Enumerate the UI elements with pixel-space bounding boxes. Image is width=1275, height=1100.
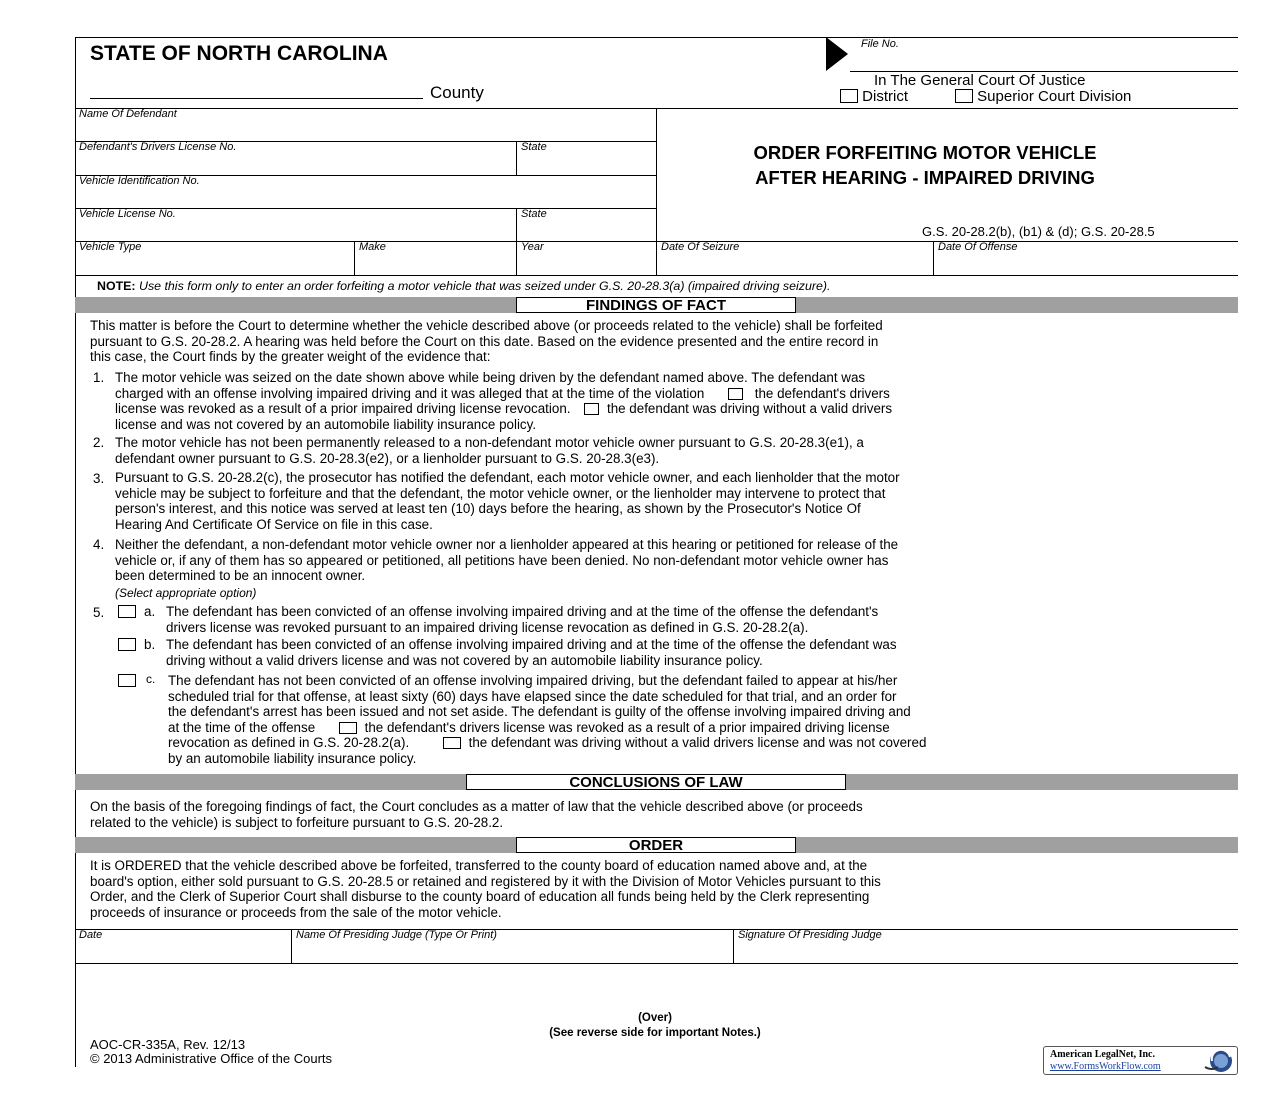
over-note: (Over) [638,1012,672,1024]
option-c-license-revoked-checkbox[interactable] [339,722,357,734]
court-name: In The General Court Of Justice [874,72,1086,89]
seizure-date-field[interactable]: Date Of Seizure [661,241,740,253]
findings-bar [75,297,1238,313]
option-c-label: c. [146,672,156,686]
plate-no-field[interactable]: Vehicle License No. [79,208,176,220]
finding-1: The motor vehicle was seized on the date shown above while being driven by the defendant named above. The defendant was charged with an offense involving impaired driving and it was alleged that at the time of the violation the defendant's drivers license was revoked as a result of a prior impaired driving license revocation. the defendant was driving without a valid drivers license and was not covered by an automobile liability insurance policy. [115,370,893,432]
finding-4: Neither the defendant, a non-defendant motor vehicle owner nor a lienholder appeared at this hearing or petitioned for release of the vehicle or, if any of them has so appeared or petitioned, all petitions have been denied. No non-defendant motor vehicle owner has been determined to be an innocent owner. [115,537,899,583]
order-bar [75,837,1238,853]
form-title-line2: AFTER HEARING - IMPAIRED DRIVING [755,167,1095,188]
conclusions-heading: CONCLUSIONS OF LAW [466,774,846,790]
reverse-note: (See reverse side for important Notes.) [549,1027,761,1039]
item1-number: 1. [93,370,105,385]
option-b-text: The defendant has been convicted of an offense involving impaired driving and at the time of the offense the defendant was driving without a valid drivers license and was not covered by an automobile liability insurance policy. [166,637,897,668]
county-label: County [430,83,484,102]
note-text: Use this form only to enter an order forfeiting a motor vehicle that was seized under G.S. 20-28.3(a) (impaired driving seizure). [139,279,831,293]
superior-option[interactable] [955,88,1131,105]
form-title [656,140,1194,190]
conclusions-bar [75,774,1238,790]
copyright: © 2013 Administrative Office of the Courts [90,1051,333,1066]
form-title-line1: ORDER FORFEITING MOTOR VEHICLE [753,142,1097,163]
judge-name-field[interactable]: Name Of Presiding Judge (Type Or Print) [296,929,497,941]
license-no-field[interactable]: Defendant's Drivers License No. [79,141,237,153]
year-field[interactable]: Year [521,241,544,253]
findings-intro: This matter is before the Court to determine whether the vehicle described above (or proceeds related to the vehicle) shall be forfeited pursuant to G.S. 20-28.2. A hearing was held before the Court on this date. Based on the evidence presented and the entire record in this case, the Court finds by the greater weight of the evidence that: [90,318,883,364]
license-state-field[interactable]: State [521,141,547,153]
date-field[interactable]: Date [79,929,103,941]
finding-3: Pursuant to G.S. 20-28.2(c), the prosecutor has notified the defendant, each motor vehicle owner, and each lienholder that the motor vehicle may be subject to forfeiture and that the defendant, the motor vehicle owner, or the lienholder may intervene to protect that person's interest, and this notice was served at least ten (10) days before the hearing, as shown by the Prosecutor's Notice Of Hearing And Certificate Of Service on file in this case. [115,470,900,532]
finding1-license-revoked-checkbox[interactable] [728,388,743,400]
offense-date-field[interactable]: Date Of Offense [938,241,1018,253]
finding-2: The motor vehicle has not been permanently released to a non-defendant motor vehicle owner pursuant to G.S. 20-28.3(e1), a defendant owner pursuant to G.S. 20-28.3(e2), or a lienholder pursuant to G.S. 20-28.3(e3). [115,435,864,466]
item2-number: 2. [93,435,105,450]
state-title: STATE OF NORTH CAROLINA [90,42,388,65]
option-b-label: b. [144,637,156,652]
file-arrow-icon [826,37,852,73]
option-c-text: The defendant has not been convicted of an offense involving impaired driving, but the defendant failed to appear at his/her scheduled trial for that offense, at least sixty (60) days have elapsed since the date scheduled for that trial, and an order for the defendant's arrest has been issued and not set aside. The defendant is guilty of the offense involving impaired driving and at the time of the offense the defendant's drivers license was revoked as a result of a prior impaired driving license revocation as defined in G.S. 20-28.2(a). the defendant was driving without a valid drivers license and was not covered by an automobile liability insurance policy. [168,673,927,766]
option-a-text: The defendant has been convicted of an offense involving impaired driving and at the time of the offense the defendant's drivers license was revoked pursuant to an impaired driving license revocation as defined in G.S. 20-28.2(a). [166,604,879,635]
make-field[interactable]: Make [359,241,386,253]
item4-number: 4. [93,537,105,552]
district-checkbox[interactable] [840,89,858,103]
vehicle-type-field[interactable]: Vehicle Type [79,241,142,253]
order-text: It is ORDERED that the vehicle described above be forfeited, transferred to the county board of education named above and, at the board's option, either sold pursuant to G.S. 20-28.5 or retained and registered by it with the Division of Motor Vehicles pursuant to this Order, and the Clerk of Superior Court shall disburse to the county board of education all funds being held by the Clerk representing proceeds of insurance or proceeds from the sale of the motor vehicle. [90,858,881,920]
option-c-checkbox[interactable] [118,674,136,687]
vin-field[interactable]: Vehicle Identification No. [79,175,200,187]
conclusions-text: On the basis of the foregoing findings of fact, the Court concludes as a matter of law that the vehicle described above (or proceeds related to the vehicle) is subject to forfeiture pursuant to G.S. 20-28.2. [90,799,863,830]
district-label: District [862,88,908,105]
option-a-label: a. [144,604,156,619]
district-option[interactable] [840,88,908,105]
superior-label: Superior Court Division [977,88,1132,105]
item5-number: 5. [93,605,105,620]
logo-url[interactable]: www.FormsWorkFlow.com [1050,1061,1161,1072]
plate-state-field[interactable]: State [521,208,547,220]
option-a-checkbox[interactable] [118,605,136,618]
item3-number: 3. [93,471,105,486]
statute-ref: G.S. 20-28.2(b), (b1) & (d); G.S. 20-28.5 [922,224,1155,239]
order-heading: ORDER [516,837,796,853]
finding1-no-license-checkbox[interactable] [584,403,599,415]
logo-company: American LegalNet, Inc. [1050,1049,1155,1060]
note [97,279,830,293]
judge-signature-field[interactable]: Signature Of Presiding Judge [738,929,882,941]
select-option-note: (Select appropriate option) [115,586,257,600]
note-label: NOTE: [97,279,136,293]
county-blank[interactable] [90,98,423,99]
option-c-no-license-checkbox[interactable] [443,737,461,749]
findings-heading: FINDINGS OF FACT [516,297,796,313]
superior-checkbox[interactable] [955,89,973,103]
globe-icon [1202,1047,1236,1075]
option-b-checkbox[interactable] [118,638,136,651]
legalnet-logo[interactable] [1043,1046,1238,1075]
file-no-label: File No. [861,38,899,50]
form-id: AOC-CR-335A, Rev. 12/13 [90,1037,246,1052]
defendant-name-field[interactable]: Name Of Defendant [79,108,177,120]
